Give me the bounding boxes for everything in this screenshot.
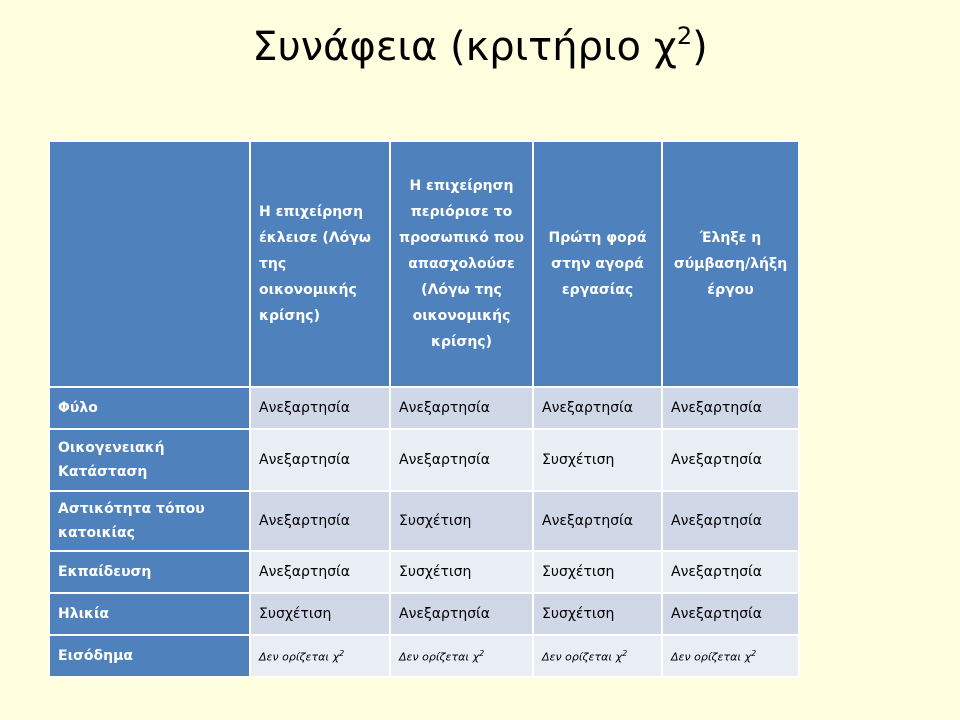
row-label-urbanity: Αστικότητα τόπου κατοικίας	[49, 491, 250, 551]
cell-text: Δεν ορίζεται χ	[399, 650, 480, 664]
cell-superscript: 2	[339, 648, 345, 658]
header-corner	[49, 141, 250, 387]
table-row	[49, 387, 799, 429]
table-cell: Συσχέτιση	[390, 551, 533, 593]
table-row	[49, 551, 799, 593]
table-cell: Συσχέτιση	[533, 593, 662, 635]
header-row	[49, 141, 799, 387]
table-cell: Ανεξαρτησία	[533, 387, 662, 429]
table-cell: Συσχέτιση	[533, 429, 662, 491]
table-cell: Συσχέτιση	[533, 551, 662, 593]
cell-superscript: 2	[751, 648, 757, 658]
table-cell	[662, 635, 799, 677]
header-staff-reduced: Η επιχείρηση περιόρισε το προσωπικό που απασχολούσε (Λόγω της οικονομικής κρίσης)	[390, 141, 533, 387]
table-cell: Ανεξαρτησία	[662, 491, 799, 551]
row-label-gender: Φύλο	[49, 387, 250, 429]
header-business-closed: Η επιχείρηση έκλεισε (Λόγω της οικονομικής κρίσης)	[250, 141, 390, 387]
table-row	[49, 491, 799, 551]
cell-superscript: 2	[479, 648, 485, 658]
cell-text: Δεν ορίζεται χ	[542, 650, 623, 664]
table-cell: Ανεξαρτησία	[390, 387, 533, 429]
table-cell	[533, 635, 662, 677]
table-cell: Ανεξαρτησία	[250, 429, 390, 491]
table-cell: Ανεξαρτησία	[662, 429, 799, 491]
cell-superscript: 2	[622, 648, 628, 658]
row-label-marital-status: Οικογενειακή Κατάσταση	[49, 429, 250, 491]
table-cell: Ανεξαρτησία	[250, 551, 390, 593]
header-first-time-job-market: Πρώτη φορά στην αγορά εργασίας	[533, 141, 662, 387]
table-cell	[390, 635, 533, 677]
row-label-education: Εκπαίδευση	[49, 551, 250, 593]
slide-title-superscript: 2	[676, 22, 693, 50]
table-cell: Συσχέτιση	[250, 593, 390, 635]
table-cell: Ανεξαρτησία	[250, 387, 390, 429]
table-cell: Ανεξαρτησία	[390, 593, 533, 635]
table-row	[49, 635, 799, 677]
slide-title	[0, 22, 960, 70]
table-row	[49, 429, 799, 491]
header-contract-expired: Έληξε η σύμβαση/λήξη έργου	[662, 141, 799, 387]
table-cell: Συσχέτιση	[390, 491, 533, 551]
table-cell	[250, 635, 390, 677]
table-cell: Ανεξαρτησία	[533, 491, 662, 551]
cell-text: Δεν ορίζεται χ	[671, 650, 752, 664]
association-table	[48, 140, 800, 678]
table-cell: Ανεξαρτησία	[662, 387, 799, 429]
cell-text: Δεν ορίζεται χ	[259, 650, 340, 664]
row-label-income: Εισόδημα	[49, 635, 250, 677]
slide-title-text: Συνάφεια (κριτήριο χ	[252, 24, 677, 70]
table-cell: Ανεξαρτησία	[662, 593, 799, 635]
row-label-age: Ηλικία	[49, 593, 250, 635]
table-row	[49, 593, 799, 635]
table-cell: Ανεξαρτησία	[390, 429, 533, 491]
slide-title-close: )	[692, 24, 708, 70]
table-cell: Ανεξαρτησία	[250, 491, 390, 551]
table-cell: Ανεξαρτησία	[662, 551, 799, 593]
